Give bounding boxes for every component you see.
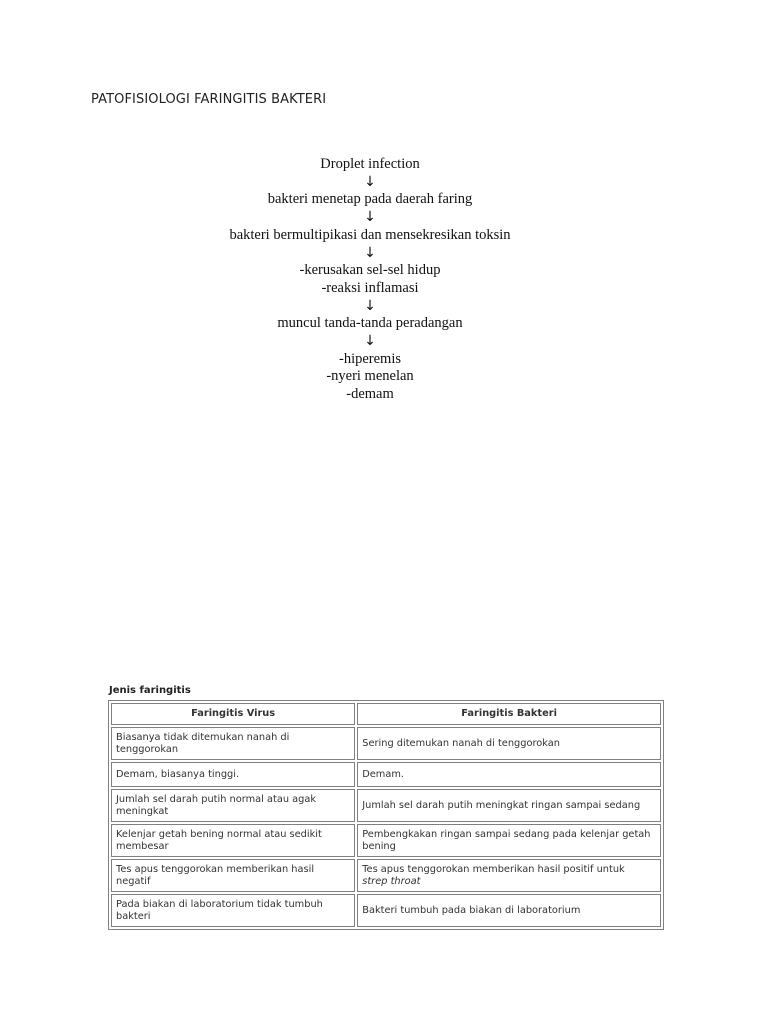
table-caption: Jenis faringitis [109,685,191,696]
table-cell: Pada biakan di laboratorium tidak tumbuh bakteri [111,894,355,927]
table-cell: Kelenjar getah bening normal atau sedikit membesar [111,824,355,857]
page-title: PATOFISIOLOGI FARINGITIS BAKTERI [91,92,327,107]
pharyngitis-comparison-table [108,700,664,930]
down-arrow-icon: ↓ [364,244,376,261]
table-row [111,789,661,822]
table-row [111,727,661,760]
table-cell: Demam. [357,762,661,787]
table-cell: Bakteri tumbuh pada biakan di laboratorium [357,894,661,927]
table-cell-italic-text: strep throat [362,875,421,887]
table-cell: Jumlah sel darah putih meningkat ringan sampai sedang [357,789,661,822]
table-row [111,762,661,787]
flow-step-inflammation: -reaksi inflamasi [321,279,419,296]
down-arrow-icon: ↓ [364,209,376,226]
table-cell: Jumlah sel darah putih normal atau agak meningkat [111,789,355,822]
table-cell: Biasanya tidak ditemukan nanah di tenggorokan [111,727,355,760]
table-row [111,859,661,892]
down-arrow-icon: ↓ [364,297,376,314]
table-row [111,824,661,857]
down-arrow-icon: ↓ [364,173,376,190]
table-cell-text: Tes apus tenggorokan memberikan hasil positif untuk [362,863,625,875]
flow-step-hyperemia: -hiperemis [338,350,401,367]
table-cell: Tes apus tenggorokan memberikan hasil negatif [111,859,355,892]
flow-step-fever: -demam [346,386,394,403]
table-cell: Sering ditemukan nanah di tenggorokan [357,727,661,760]
table-cell: Pembengkakan ringan sampai sedang pada kelenjar getah bening [357,824,661,857]
flow-step-cell-damage: -kerusakan sel-sel hidup [299,262,441,279]
flow-step-bacteria-multiply: bakteri bermultipikasi dan mensekresikan toksin [229,226,511,243]
table-header-row [111,703,661,725]
table-row [111,894,661,927]
down-arrow-icon: ↓ [364,333,376,350]
flow-step-odynophagia: -nyeri menelan [326,368,414,385]
header-viral: Faringitis Virus [111,703,355,725]
header-bacterial: Faringitis Bakteri [357,703,661,725]
table-cell: Demam, biasanya tinggi. [111,762,355,787]
flow-step-signs: muncul tanda-tanda peradangan [277,315,463,332]
flow-step-bacteria-settle: bakteri menetap pada daerah faring [267,191,473,208]
table-cell [357,859,661,892]
pathophysiology-flowchart [0,156,740,404]
flow-step-droplet-infection: Droplet infection [320,156,420,172]
